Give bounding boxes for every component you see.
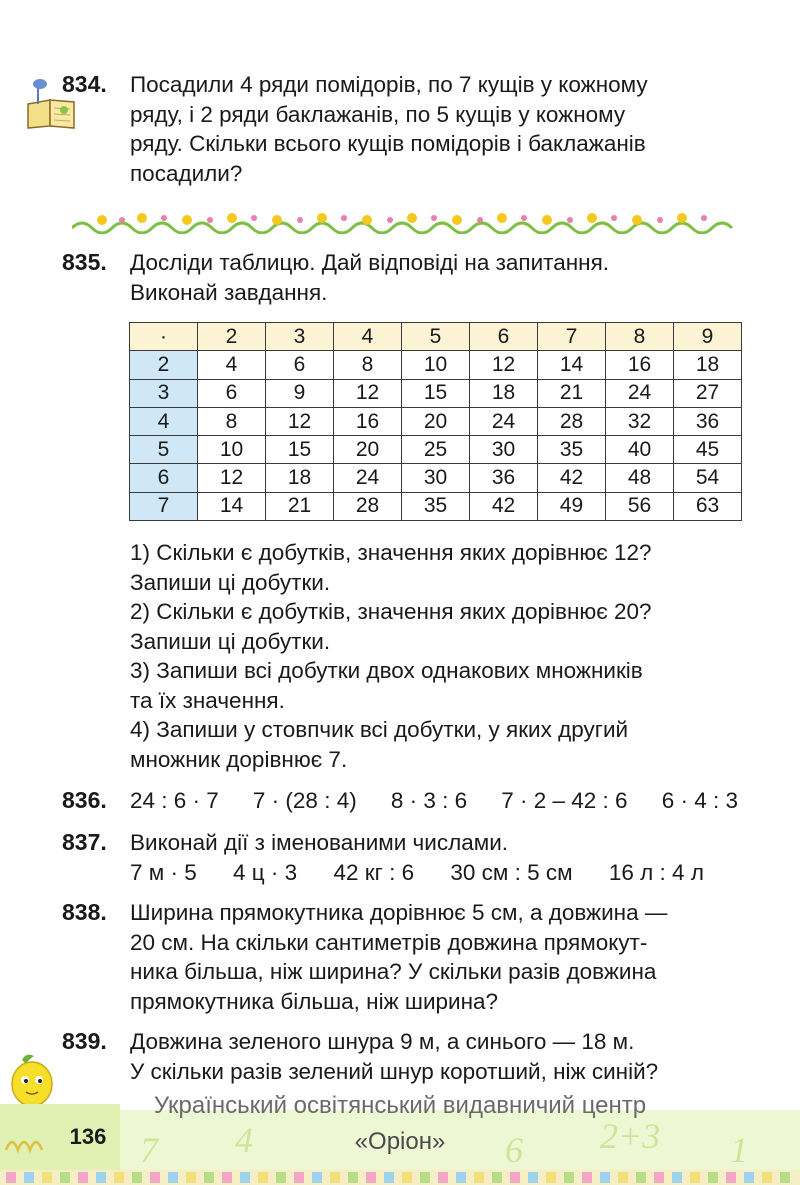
task-835-questions — [62, 538, 738, 774]
table-header-cell: 9 — [674, 323, 742, 351]
publisher-name: Український освітянський видавничий центр — [153, 1092, 647, 1119]
table-row-head: 5 — [130, 436, 198, 464]
table-cell: 6 — [266, 351, 334, 379]
table-cell: 4 — [198, 351, 266, 379]
table-cell: 10 — [402, 351, 470, 379]
svg-text:7: 7 — [140, 1130, 158, 1170]
table-cell: 15 — [266, 436, 334, 464]
multiplication-table — [129, 322, 742, 521]
task-835 — [62, 248, 738, 307]
table-cell: 24 — [606, 379, 674, 407]
table-cell: 54 — [674, 464, 742, 492]
task-text: Довжина зеленого шнура 9 м, а синього — 18 м. У скільки разів зелений шнур коротший, ніж синій? — [130, 1029, 659, 1084]
expression-list — [130, 786, 738, 816]
table-cell: 48 — [606, 464, 674, 492]
table-row — [130, 464, 742, 492]
task-838 — [62, 898, 738, 1016]
table-header-cell: 6 — [470, 323, 538, 351]
table-cell: 49 — [538, 492, 606, 520]
table-row-head: 3 — [130, 379, 198, 407]
table-row-head: 2 — [130, 351, 198, 379]
table-header-cell: 4 — [334, 323, 402, 351]
table-cell: 42 — [470, 492, 538, 520]
table-cell: 8 — [334, 351, 402, 379]
table-cell: 16 — [334, 407, 402, 435]
table-cell: 14 — [198, 492, 266, 520]
table-cell: 28 — [538, 407, 606, 435]
expression: 24 : 6 · 7 — [130, 788, 219, 813]
table-cell: 18 — [674, 351, 742, 379]
table-cell: 42 — [538, 464, 606, 492]
expression: 7 · (28 : 4) — [252, 788, 357, 813]
expression: 7 · 2 – 42 : 6 — [501, 788, 628, 813]
table-cell: 15 — [402, 379, 470, 407]
expression: 42 кг : 6 — [333, 859, 415, 885]
table-corner-cell: · — [130, 323, 198, 351]
flower-border-decoration — [72, 206, 738, 234]
expression: 6 · 4 : 3 — [661, 788, 738, 813]
table-row — [130, 407, 742, 435]
task-number: 839. — [62, 1028, 107, 1054]
table-cell: 20 — [402, 407, 470, 435]
table-cell: 56 — [606, 492, 674, 520]
task-837 — [62, 828, 738, 887]
table-header-cell: 2 — [198, 323, 266, 351]
table-cell: 10 — [198, 436, 266, 464]
table-cell: 21 — [266, 492, 334, 520]
table-cell: 32 — [606, 407, 674, 435]
expression: 7 м · 5 — [130, 859, 197, 885]
table-cell: 40 — [606, 436, 674, 464]
table-cell: 6 — [198, 379, 266, 407]
task-number: 835. — [62, 249, 107, 275]
table-cell: 24 — [470, 407, 538, 435]
task-number: 838. — [62, 899, 107, 925]
table-cell: 35 — [538, 436, 606, 464]
task-number: 836. — [62, 787, 107, 813]
table-row — [130, 379, 742, 407]
table-cell: 9 — [266, 379, 334, 407]
table-cell: 18 — [470, 379, 538, 407]
table-cell: 28 — [334, 492, 402, 520]
svg-text:6: 6 — [505, 1130, 523, 1170]
table-row — [130, 351, 742, 379]
task-text: Досліди таблицю. Дай відповіді на запитання. Виконай завдання. — [130, 250, 610, 305]
table-cell: 30 — [470, 436, 538, 464]
table-cell: 25 — [402, 436, 470, 464]
expression: 16 л : 4 л — [608, 859, 704, 885]
table-row — [130, 436, 742, 464]
table-header-cell: 7 — [538, 323, 606, 351]
table-cell: 30 — [402, 464, 470, 492]
table-cell: 21 — [538, 379, 606, 407]
task-text: Посадили 4 ряди помідорів, по 7 кущів у кожному ряду, і 2 ряди баклажанів, по 5 кущів у кожному ряду. Скільки всього кущів помідорів і баклажанів посадили? — [130, 72, 648, 186]
table-cell: 45 — [674, 436, 742, 464]
svg-text:4: 4 — [235, 1120, 253, 1160]
expression: 8 · 3 : 6 — [390, 788, 468, 813]
publisher-brand: «Оріон» — [354, 1128, 446, 1155]
table-row-head: 6 — [130, 464, 198, 492]
table-header-cell: 5 — [402, 323, 470, 351]
task-text: Виконай дії з іменованими числами. — [130, 830, 509, 855]
expression-list — [130, 858, 704, 888]
table-cell: 35 — [402, 492, 470, 520]
table-header-cell: 8 — [606, 323, 674, 351]
table-row — [130, 492, 742, 520]
table-cell: 12 — [334, 379, 402, 407]
table-cell: 14 — [538, 351, 606, 379]
expression: 30 см : 5 см — [450, 859, 573, 885]
svg-text:1: 1 — [730, 1130, 748, 1170]
table-cell: 12 — [470, 351, 538, 379]
page-number: 136 — [69, 1124, 107, 1149]
svg-text:2+3: 2+3 — [600, 1116, 661, 1156]
task-text: Ширина прямокутника дорівнює 5 см, а довжина — 20 см. На скільки сантиметрів довжина прямокут- ника більша, ніж ширина? У скільки разів довжина прямокутника більша, ніж ширина? — [130, 900, 668, 1014]
task-836 — [62, 786, 738, 816]
table-cell: 12 — [266, 407, 334, 435]
task-number: 837. — [62, 829, 107, 855]
table-cell: 16 — [606, 351, 674, 379]
table-row-head: 4 — [130, 407, 198, 435]
table-cell: 18 — [266, 464, 334, 492]
table-cell: 24 — [334, 464, 402, 492]
table-cell: 36 — [470, 464, 538, 492]
questions-text: 1) Скільки є добутків, значення яких дорівнює 12? Запиши ці добутки. 2) Скільки є добутків, значення яких дорівнює 20? Запиши ці добутки. 3) Запиши всі добутки двох однакових множників та їх значення. 4) Запиши у стовпчик всі добутки, у яких другий множник дорівнює 7. — [130, 540, 652, 772]
table-cell: 12 — [198, 464, 266, 492]
table-header-row — [130, 323, 742, 351]
table-cell: 63 — [674, 492, 742, 520]
expression: 4 ц · 3 — [233, 859, 298, 885]
table-cell: 36 — [674, 407, 742, 435]
table-cell: 20 — [334, 436, 402, 464]
task-number: 834. — [62, 71, 107, 97]
table-cell: 8 — [198, 407, 266, 435]
task-834 — [62, 70, 738, 188]
table-cell: 27 — [674, 379, 742, 407]
table-row-head: 7 — [130, 492, 198, 520]
task-839 — [62, 1027, 738, 1086]
table-header-cell: 3 — [266, 323, 334, 351]
